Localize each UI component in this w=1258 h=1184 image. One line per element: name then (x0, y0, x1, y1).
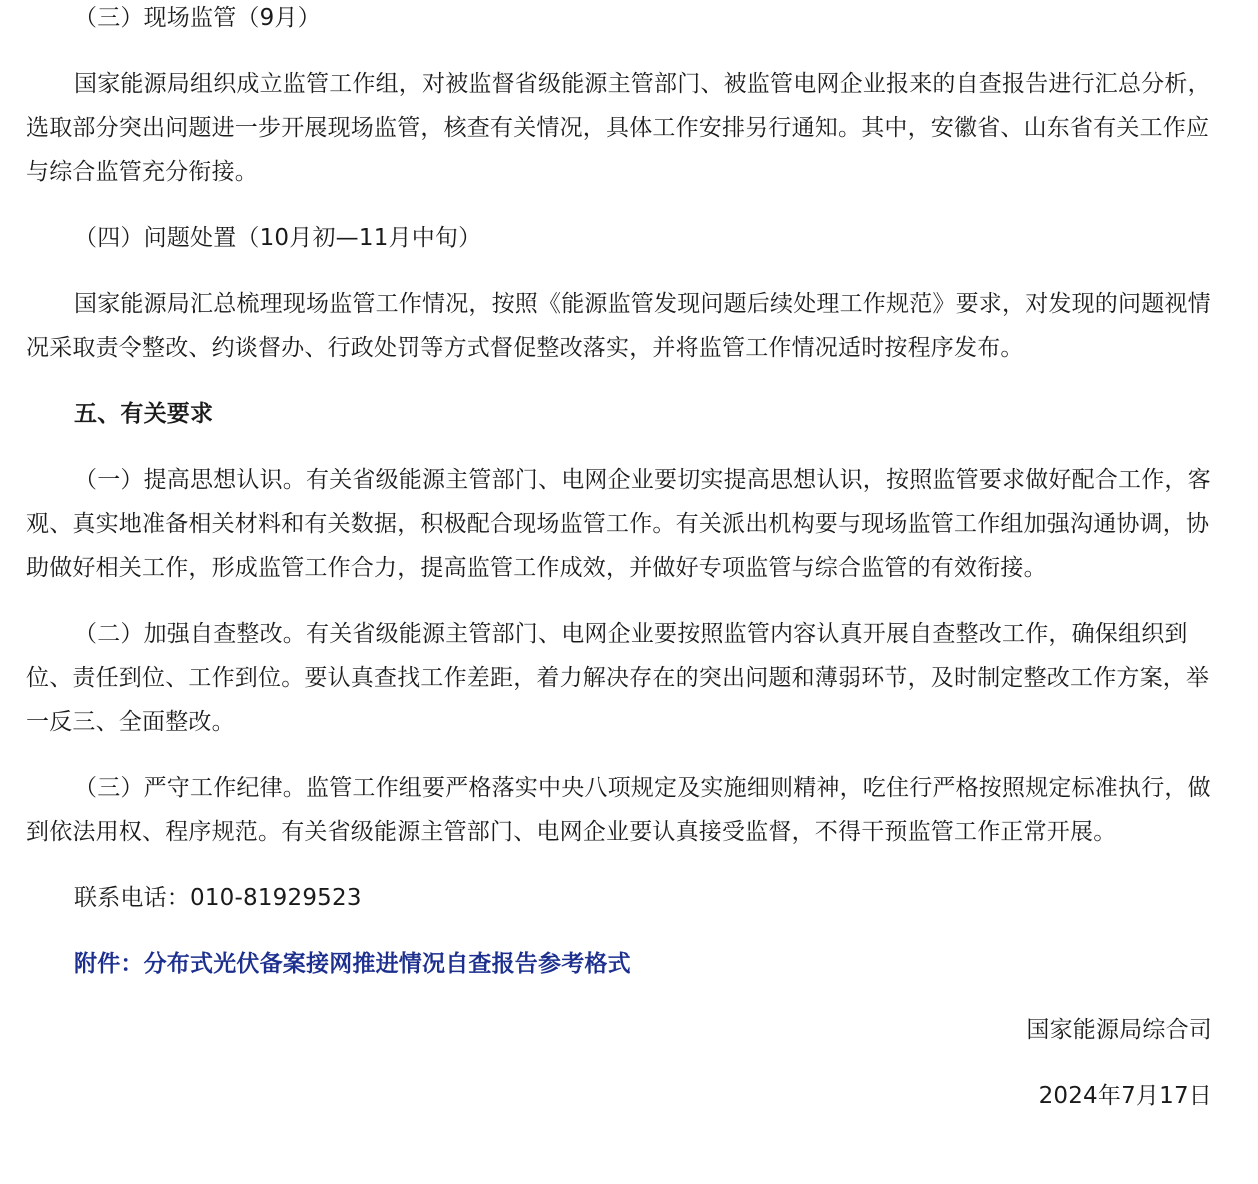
section-4-body: 国家能源局汇总梳理现场监管工作情况，按照《能源监管发现问题后续处理工作规范》要求，对发现的问题视情况采取责令整改、约谈督办、行政处罚等方式督促整改落实，并将监管工作情况适时按程序发布。 (26, 291, 1211, 361)
requirement-3: （三）严守工作纪律。监管工作组要严格落实中央八项规定及实施细则精神，吃住行严格按照规定标准执行，做到依法用权、程序规范。有关省级能源主管部门、电网企业要认真接受监督，不得干预监管工作正常开展。 (26, 775, 1211, 845)
signature-date: 2024年7月17日 (1038, 1083, 1212, 1109)
section-4-title: （四）问题处置（10月初—11月中旬） (74, 225, 482, 251)
section-3-title: （三）现场监管（9月） (74, 5, 321, 31)
requirement-1: （一）提高思想认识。有关省级能源主管部门、电网企业要切实提高思想认识，按照监管要求做好配合工作，客观、真实地准备相关材料和有关数据，积极配合现场监管工作。有关派出机构要与现场监管工作组加强沟通协调，协助做好相关工作，形成监管工作合力，提高监管工作成效，并做好专项监管与综合监管的有效衔接。 (26, 467, 1211, 581)
section-3-body: 国家能源局组织成立监管工作组，对被监督省级能源主管部门、被监管电网企业报来的自查报告进行汇总分析，选取部分突出问题进一步开展现场监管，核查有关情况，具体工作安排另行通知。其中，安徽省、山东省有关工作应与综合监管充分衔接。 (26, 71, 1211, 185)
document-body (26, 0, 1216, 1118)
section-5-heading: 五、有关要求 (74, 401, 214, 427)
signature-org: 国家能源局综合司 (1026, 1017, 1212, 1043)
contact-phone: 联系电话：010-81929523 (74, 885, 362, 911)
attachment-link[interactable]: 附件：分布式光伏备案接网推进情况自查报告参考格式 (74, 951, 631, 977)
attachment-line (26, 942, 1216, 986)
requirement-2: （二）加强自查整改。有关省级能源主管部门、电网企业要按照监管内容认真开展自查整改工作，确保组织到位、责任到位、工作到位。要认真查找工作差距，着力解决存在的突出问题和薄弱环节，及时制定整改工作方案，举一反三、全面整改。 (26, 621, 1210, 735)
